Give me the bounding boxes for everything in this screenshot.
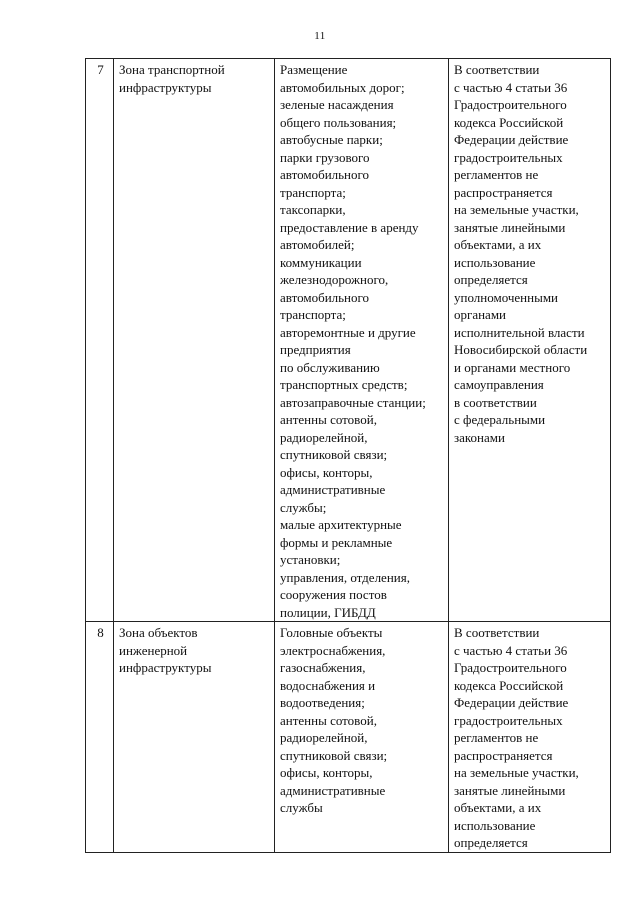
row-number: 7 [86, 59, 114, 622]
table-row [86, 622, 611, 853]
permitted-uses: Головные объекты электроснабжения, газоснабжения, водоснабжения и водоотведения; антенны сотовой, радиорелейной, спутниковой связи; офисы, конторы, административные службы [275, 622, 449, 853]
page-number: 11 [314, 30, 326, 42]
row-number: 8 [86, 622, 114, 853]
table-row [86, 59, 611, 622]
permitted-uses: Размещение автомобильных дорог; зеленые насаждения общего пользования; автобусные парки; парки грузового автомобильного транспорта; таксопарки, предоставление в аренду автомобилей; коммуникации железнодорожного, автомобильного транспорта; авторемонтные и другие предприятия по обслуживанию транспортных средств; автозаправочные станции; антенны сотовой, радиорелейной, спутниковой связи; офисы, конторы, административные службы; малые архитектурные формы и рекламные установки; управления, отделения, сооружения постов полиции, ГИБДД [275, 59, 449, 622]
zone-name: Зона объектов инженерной инфраструктуры [114, 622, 275, 853]
regulation-note: В соответствии с частью 4 статьи 36 Градостроительного кодекса Российской Федерации действие градостроительных регламентов не распространяется на земельные участки, занятые линейными объектами, а их использование определяется уполномоченными органами исполнительной власти Новосибирской области и органами местного самоуправления в соответствии с федеральными законами [449, 59, 611, 622]
zones-table [85, 58, 611, 853]
regulation-note: В соответствии с частью 4 статьи 36 Градостроительного кодекса Российской Федерации действие градостроительных регламентов не распространяется на земельные участки, занятые линейными объектами, а их использование определяется [449, 622, 611, 853]
zone-name: Зона транспортной инфраструктуры [114, 59, 275, 622]
